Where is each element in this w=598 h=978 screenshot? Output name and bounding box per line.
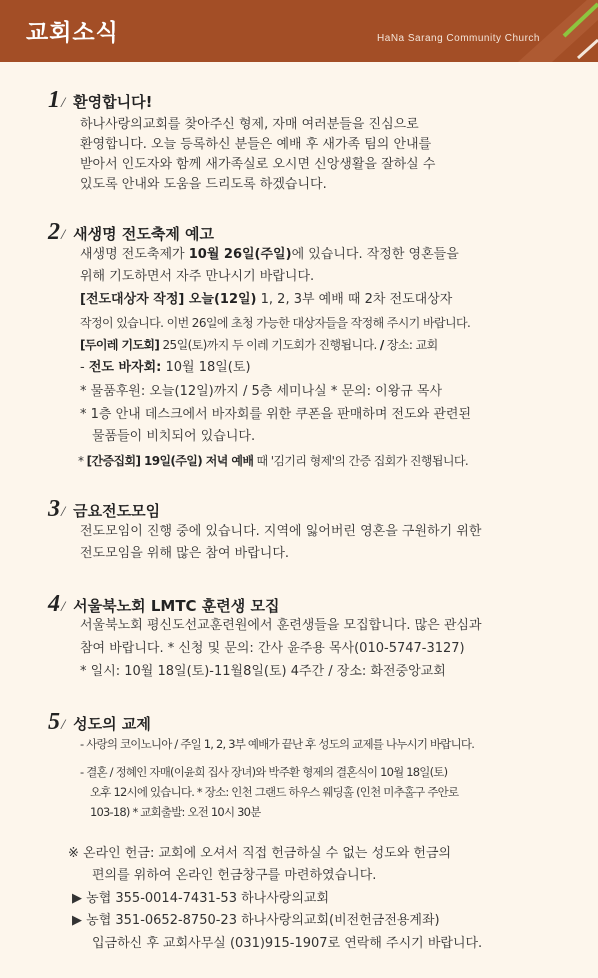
header-banner <box>0 0 598 62</box>
bank-account: ▶ 농협 355-0014-7431-53 하나사랑의교회 <box>72 891 330 906</box>
section-2-header: 2 / 새생명 전도축제 예고 <box>48 219 215 245</box>
section-5-line: - 결혼 / 정혜인 자매(이윤희 집사 장녀)와 박주환 형제의 결혼식이 10월 18일(토) <box>80 765 448 779</box>
section-4-line: 참여 바랍니다. * 신청 및 문의: 간사 윤주용 목사(010-5747-3127) <box>80 641 465 656</box>
section-number: 2 <box>48 219 60 245</box>
section-5-header: 5 / 성도의 교제 <box>48 709 151 735</box>
section-2-line: [전도대상자 작정] 오늘(12일) 1, 2, 3부 예배 때 2차 전도대상자 <box>80 292 453 307</box>
page-title: 교회소식 <box>26 20 119 46</box>
section-3-line: 전도모임을 위해 많은 참여 바랍니다. <box>80 546 290 561</box>
section-1-header: 1 / 환영합니다! <box>48 87 153 113</box>
section-2-line: 새생명 전도축제가 10월 26일(주일)에 있습니다. 작정한 영혼들을 <box>80 247 459 262</box>
section-4-header: 4 / 서울북노회 LMTC 훈련생 모집 <box>48 591 280 617</box>
section-title: 새생명 전도축제 예고 <box>73 225 215 243</box>
section-1-line: 환영합니다. 오늘 등록하신 분들은 예배 후 새가족 팀의 안내를 <box>80 137 432 152</box>
section-1-line: 하나사랑의교회를 찾아주신 형제, 자매 여러분들을 진심으로 <box>80 117 419 132</box>
section-title: 성도의 교제 <box>73 715 151 733</box>
section-5-line: - 사랑의 코이노니아 / 주일 1, 2, 3부 예배가 끝난 후 성도의 교제를 나누시기 바랍니다. <box>80 737 475 751</box>
section-2-line: 물품들이 비치되어 있습니다. <box>92 429 256 444</box>
section-5-line: 103-18) * 교회출발: 오전 10시 30분 <box>90 805 261 819</box>
section-2-line: * 물품후원: 오늘(12일)까지 / 5층 세미나실 * 문의: 이왕규 목사 <box>80 384 443 399</box>
church-name: HaNa Sarang Community Church <box>377 33 540 44</box>
offering-notice: 편의를 위하여 온라인 헌금창구를 마련하였습니다. <box>92 868 377 883</box>
section-2-line: * [간증집회] 19일(주일) 저녁 예배 때 '김기리 형제'의 간증 집회가 진행됩니다. <box>78 454 469 468</box>
section-3-header: 3 / 금요전도모임 <box>48 496 161 522</box>
section-title: 서울북노회 LMTC 훈련생 모집 <box>73 597 280 615</box>
section-3-line: 전도모임이 진행 중에 있습니다. 지역에 잃어버린 영혼을 구원하기 위한 <box>80 524 482 539</box>
section-2-line: - 전도 바자회: 10월 18일(토) <box>80 360 251 375</box>
section-2-line: * 1층 안내 데스크에서 바자회를 위한 쿠폰을 판매하며 전도와 관련된 <box>80 407 472 422</box>
section-5-line: 오후 12시에 있습니다. * 장소: 인천 그랜드 하우스 웨딩홀 (인천 미추홀구 주안로 <box>90 785 459 799</box>
bank-account: ▶ 농협 351-0652-8750-23 하나사랑의교회(비전헌금전용계좌) <box>72 913 440 928</box>
offering-notice: ※ 온라인 헌금: 교회에 오셔서 직접 헌금하실 수 없는 성도와 헌금의 <box>68 846 452 861</box>
section-2-line: 작정이 있습니다. 이번 26일에 초청 가능한 대상자들을 작정해 주시기 바랍니다. <box>80 316 471 330</box>
section-1-line: 있도록 안내와 도움을 드리도록 하겠습니다. <box>80 177 327 192</box>
section-number: 4 <box>48 591 60 617</box>
section-4-line: * 일시: 10월 18일(토)-11월8일(토) 4주간 / 장소: 화전중앙교회 <box>80 664 446 679</box>
offering-contact: 입금하신 후 교회사무실 (031)915-1907로 연락해 주시기 바랍니다. <box>92 936 483 951</box>
section-1-line: 받아서 인도자와 함께 새가족실로 오시면 신앙생활을 잘하실 수 <box>80 157 436 172</box>
section-2-line: [두이레 기도회] 25일(토)까지 두 이레 기도회가 진행됩니다. / 장소: 교회 <box>80 338 438 352</box>
decorative-stripes-icon <box>458 0 598 62</box>
section-4-line: 서울북노회 평신도선교훈련원에서 훈련생들을 모집합니다. 많은 관심과 <box>80 618 482 633</box>
section-title: 금요전도모임 <box>73 502 161 520</box>
section-2-line: 위해 기도하면서 자주 만나시기 바랍니다. <box>80 269 315 284</box>
section-title: 환영합니다! <box>73 93 153 111</box>
section-number: 5 <box>48 709 60 735</box>
section-number: 3 <box>48 496 60 522</box>
section-number: 1 <box>48 87 60 113</box>
